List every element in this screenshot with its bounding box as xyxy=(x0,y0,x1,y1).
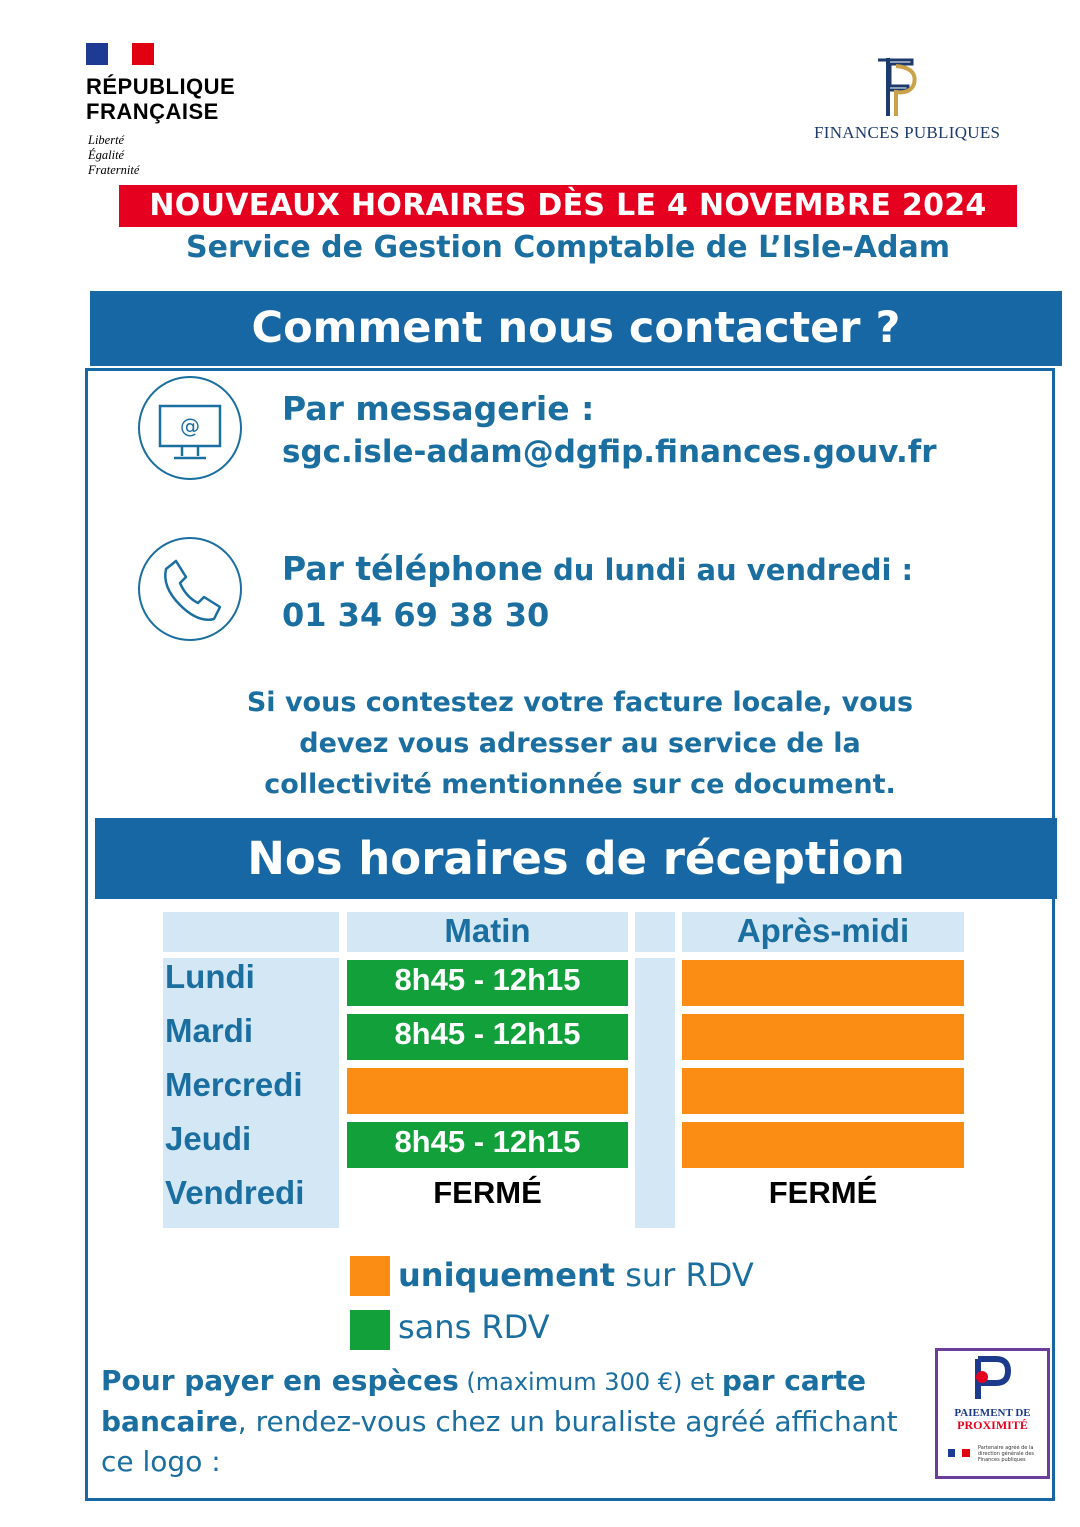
at-sign-icon: @ xyxy=(180,414,200,438)
schedule-mardi-morning: 8h45 - 12h15 xyxy=(347,1014,628,1060)
email-computer-icon xyxy=(138,376,242,480)
legend-rdv-label: uniquement sur RDV xyxy=(398,1256,754,1294)
schedule-day-lundi: Lundi xyxy=(165,958,255,995)
schedule-day-vendredi: Vendredi xyxy=(165,1174,305,1211)
republique-motto: Liberté Égalité Fraternité xyxy=(88,133,140,177)
legend-sans-rdv-swatch xyxy=(350,1310,390,1350)
contact-title-banner: Comment nous contacter ? xyxy=(90,291,1062,366)
schedule-title-banner: Nos horaires de réception xyxy=(95,818,1057,899)
republique-francaise-flag xyxy=(86,43,154,65)
republique-francaise-name: RÉPUBLIQUE FRANÇAISE xyxy=(86,74,236,124)
schedule-day-mardi: Mardi xyxy=(165,1012,254,1049)
paiement-proximite-logo xyxy=(935,1348,1050,1479)
schedule-mercredi-afternoon xyxy=(682,1068,964,1114)
legend-sans-rdv-label: sans RDV xyxy=(398,1308,550,1346)
spacer-column-bg xyxy=(635,958,675,1228)
schedule-mardi-afternoon xyxy=(682,1014,964,1060)
table-corner-cell xyxy=(163,912,339,952)
schedule-jeudi-morning: 8h45 - 12h15 xyxy=(347,1122,628,1168)
column-header-afternoon: Après-midi xyxy=(682,912,964,952)
table-spacer-cell xyxy=(635,912,675,952)
schedule-day-mercredi: Mercredi xyxy=(165,1066,303,1103)
contest-notice: Si vous contestez votre facture locale, vous devez vous adresser au service de la collectivité mentionnée sur ce document. xyxy=(246,687,914,800)
schedule-mercredi-morning xyxy=(347,1068,628,1114)
legend-rdv-swatch xyxy=(350,1256,390,1296)
proximity-caption: Partenaire agréé de la direction générale des Finances publiques xyxy=(978,1445,1035,1463)
schedule-lundi-morning: 8h45 - 12h15 xyxy=(347,960,628,1006)
schedule-lundi-afternoon xyxy=(682,960,964,1006)
proximity-title: PAIEMENT DE PROXIMITÉ xyxy=(954,1407,1031,1432)
finances-publiques-logo-icon xyxy=(856,56,934,118)
phone-label: Par téléphone du lundi au vendredi : xyxy=(282,549,914,588)
payment-notice: Pour payer en espèces (maximum 300 €) et par carte bancaire, rendez-vous chez un buraliste agréé affichant ce logo : xyxy=(101,1364,898,1478)
schedule-day-jeudi: Jeudi xyxy=(165,1120,252,1157)
phone-number-link[interactable]: 01 34 69 38 30 xyxy=(282,596,550,634)
service-subtitle: Service de Gestion Comptable de L’Isle-Adam xyxy=(186,230,950,265)
phone-icon xyxy=(138,537,242,641)
schedule-jeudi-afternoon xyxy=(682,1122,964,1168)
finances-publiques-label: FINANCES PUBLIQUES xyxy=(814,123,1001,142)
column-header-morning: Matin xyxy=(347,912,628,952)
email-address-link[interactable]: sgc.isle-adam@dgfip.finances.gouv.fr xyxy=(282,434,937,470)
email-label: Par messagerie : xyxy=(282,389,595,428)
headline-banner: NOUVEAUX HORAIRES DÈS LE 4 NOVEMBRE 2024 xyxy=(119,185,1017,227)
schedule-vendredi-morning: FERMÉ xyxy=(433,1175,542,1210)
schedule-vendredi-afternoon: FERMÉ xyxy=(768,1175,878,1210)
